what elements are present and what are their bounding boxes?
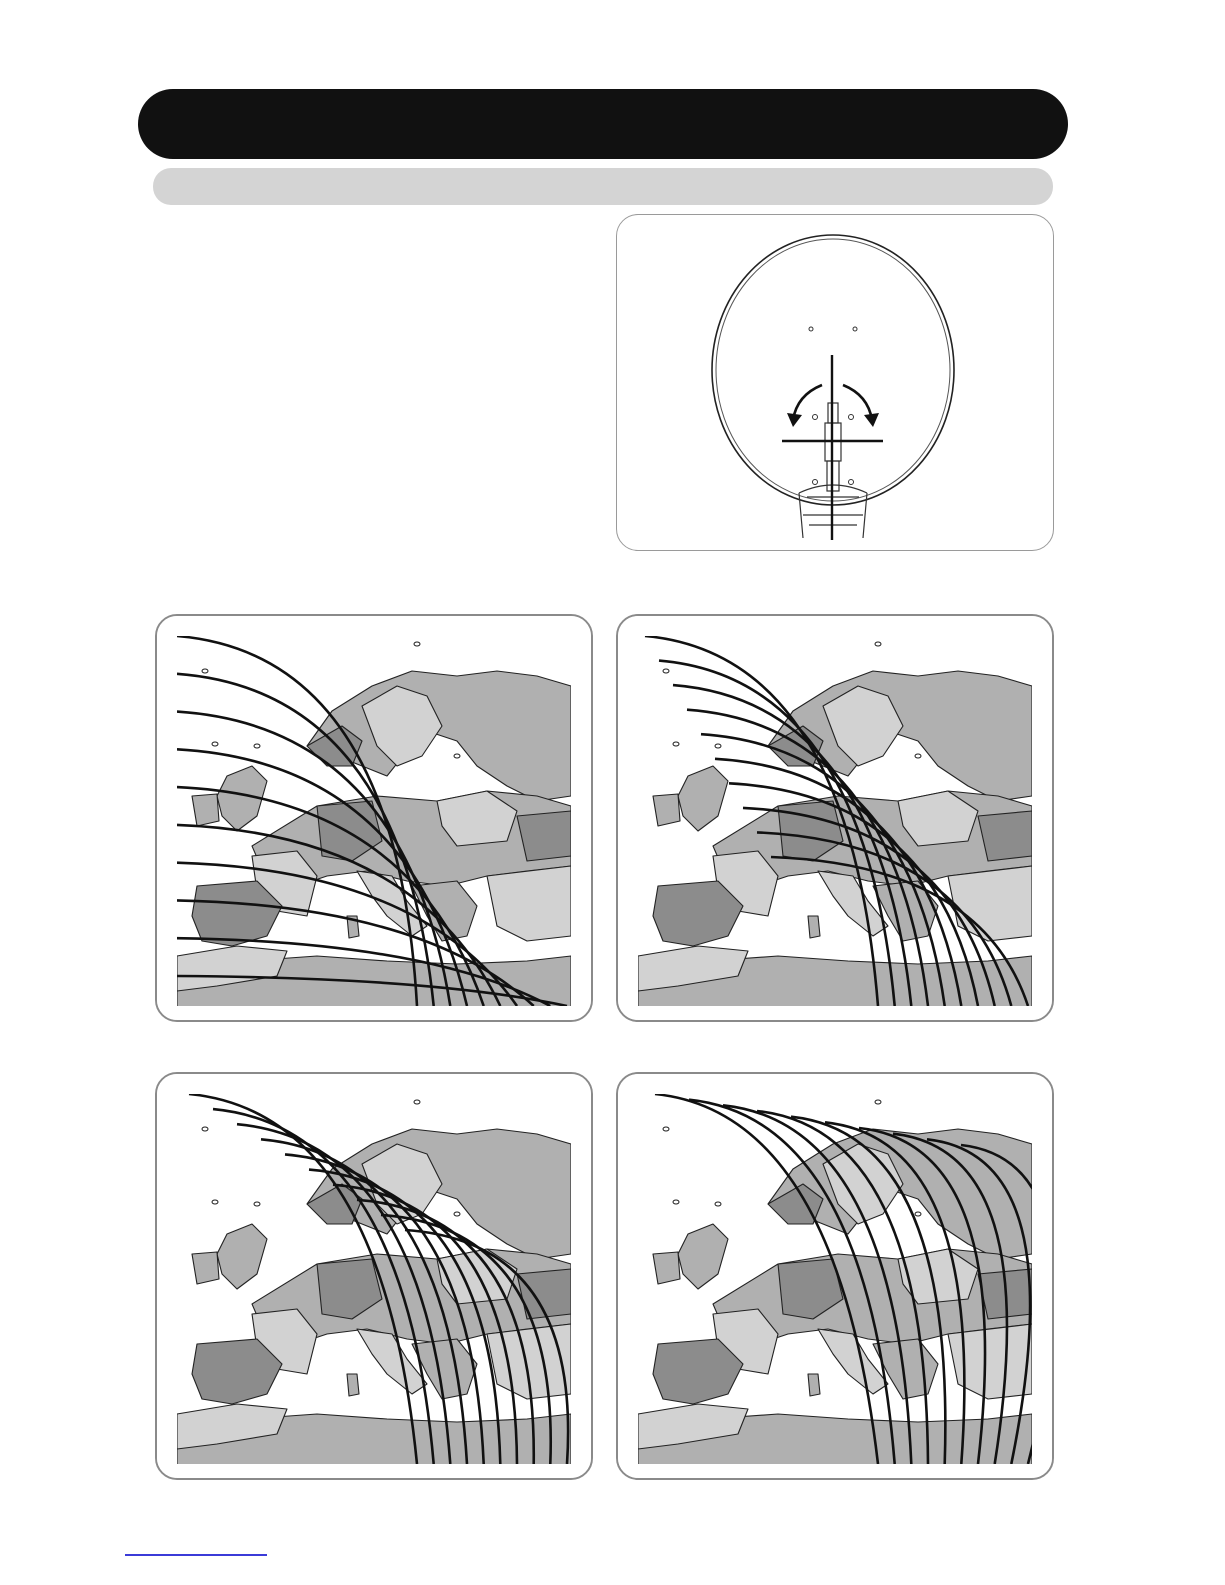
land-layer: [177, 1094, 571, 1478]
island: [915, 1212, 921, 1216]
map-coverage-4: [616, 1072, 1054, 1480]
land-region: [192, 794, 219, 826]
land-region: [192, 1252, 219, 1284]
land-region: [808, 1374, 820, 1396]
land-layer: [638, 1094, 1032, 1478]
land-region: [978, 811, 1032, 861]
island: [875, 642, 881, 646]
land-region: [653, 1252, 680, 1284]
europe-map-4: [618, 1074, 1052, 1478]
island: [254, 1202, 260, 1206]
europe-map-3: [157, 1074, 591, 1478]
island: [875, 1100, 881, 1104]
dish-illustration-panel: [616, 214, 1054, 551]
island: [673, 1200, 679, 1204]
land-layer: [638, 636, 1032, 1020]
island: [915, 754, 921, 758]
island: [673, 742, 679, 746]
island: [202, 669, 208, 673]
island: [202, 1127, 208, 1131]
map-coverage-2: [616, 614, 1054, 1022]
land-region: [347, 1374, 359, 1396]
island: [414, 642, 420, 646]
section-subtitle-bar: [153, 168, 1053, 205]
body-text-area: [155, 225, 585, 545]
island: [212, 742, 218, 746]
footer-link[interactable]: [125, 1554, 267, 1556]
island: [715, 744, 721, 748]
land-region: [653, 794, 680, 826]
europe-map-1: [157, 616, 591, 1020]
europe-map-2: [618, 616, 1052, 1020]
island: [663, 1127, 669, 1131]
map-coverage-1: [155, 614, 593, 1022]
island: [663, 669, 669, 673]
land-region: [517, 811, 571, 861]
map-coverage-3: [155, 1072, 593, 1480]
island: [414, 1100, 420, 1104]
island: [212, 1200, 218, 1204]
land-region: [808, 916, 820, 938]
page-title-bar: [138, 89, 1068, 159]
island: [254, 744, 260, 748]
island: [454, 754, 460, 758]
island: [454, 1212, 460, 1216]
satellite-dish-icon: [617, 215, 1053, 550]
island: [715, 1202, 721, 1206]
